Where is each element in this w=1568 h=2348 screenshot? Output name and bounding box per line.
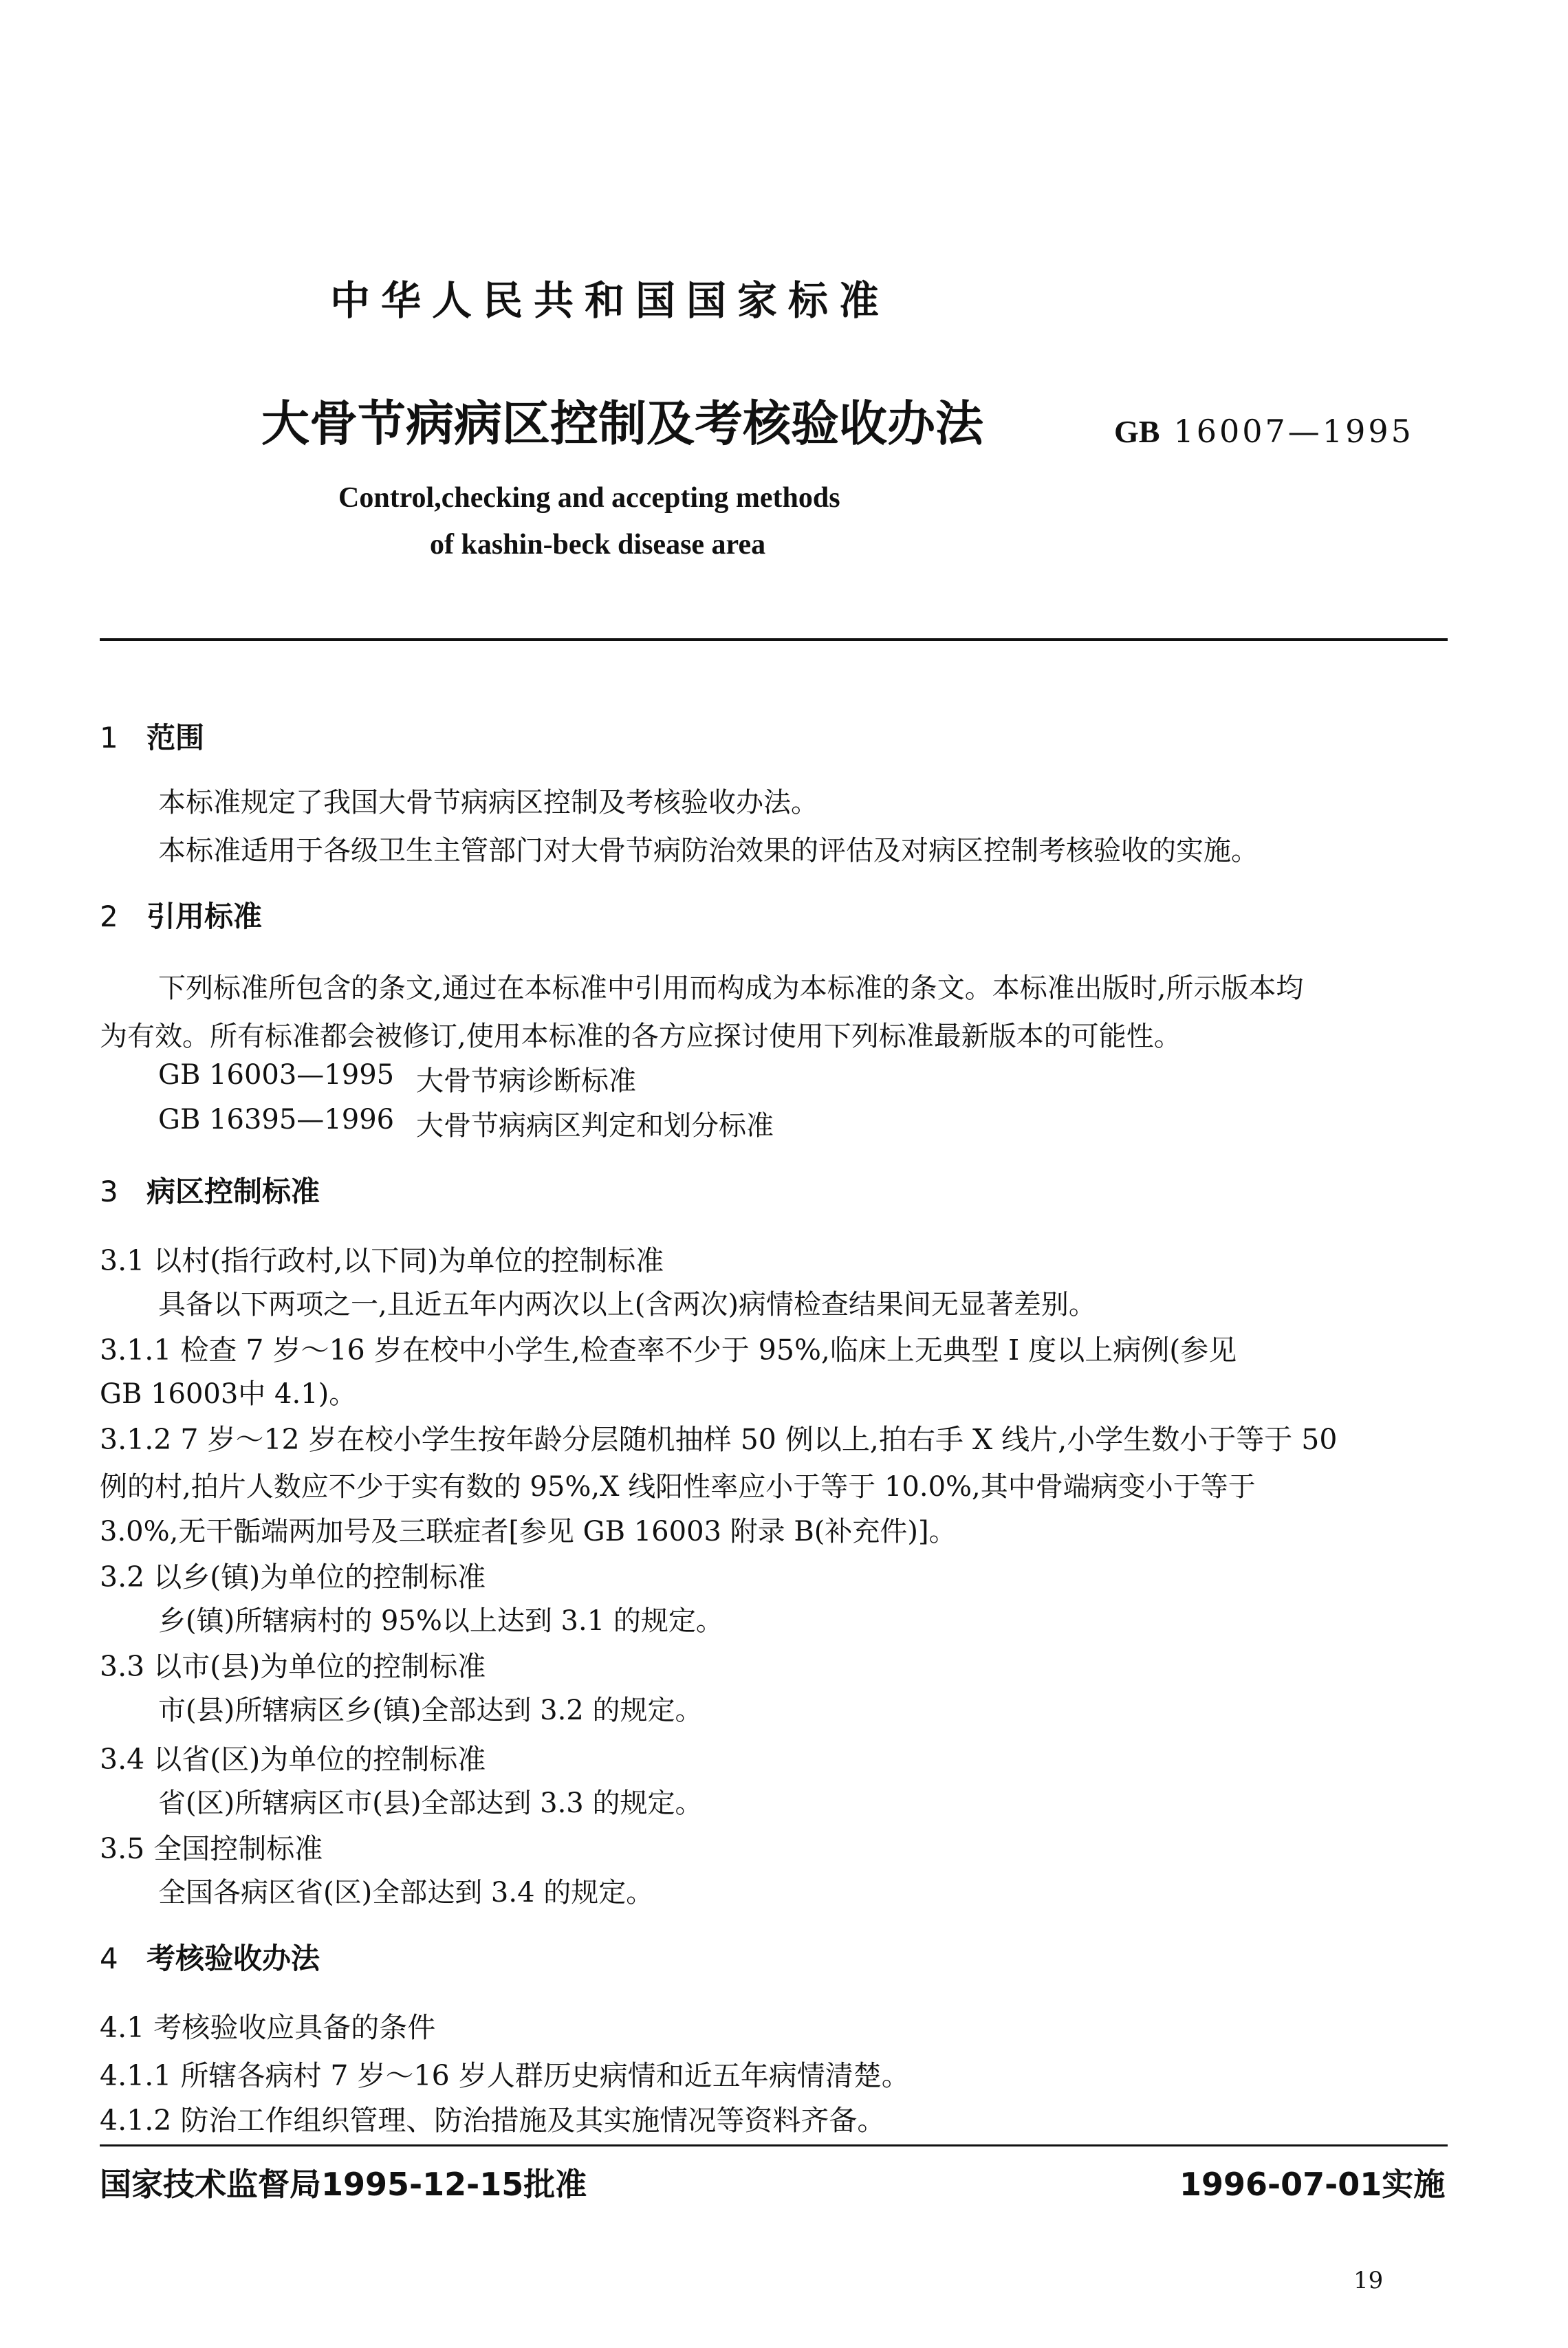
reference-1-name: 大骨节病诊断标准 xyxy=(416,1065,636,1097)
section-4-number: 4 xyxy=(100,1942,118,1975)
footer-divider xyxy=(100,2144,1448,2146)
clause-3-5-body: 全国各病区省(区)全部达到 3.4 的规定。 xyxy=(158,1877,654,1909)
page-number: 19 xyxy=(1353,2267,1384,2294)
section-4-heading xyxy=(100,1936,320,1977)
header-divider xyxy=(100,638,1448,641)
standard-code: 16007—1995 xyxy=(1173,413,1414,450)
section-2-title: 引用标准 xyxy=(146,900,263,933)
effective-date: 1996-07-01实施 xyxy=(1179,2166,1446,2203)
approval-date: 国家技术监督局1995-12-15批准 xyxy=(100,2166,587,2203)
section-2-number: 2 xyxy=(100,900,118,933)
clause-3-5: 3.5 全国控制标准 xyxy=(100,1832,323,1865)
standard-prefix: GB xyxy=(1114,414,1160,449)
clause-3-2: 3.2 以乡(镇)为单位的控制标准 xyxy=(100,1561,486,1594)
section-1-heading xyxy=(100,715,204,757)
clause-4-1-1: 4.1.1 所辖各病村 7 岁～16 岁人群历史病情和近五年病情清楚。 xyxy=(100,2059,910,2092)
section-1-paragraph-1: 本标准规定了我国大骨节病病区控制及考核验收办法。 xyxy=(158,787,818,818)
clause-3-3: 3.3 以市(县)为单位的控制标准 xyxy=(100,1650,486,1683)
section-1-title: 范围 xyxy=(146,721,205,754)
clause-3-1-2-line-1: 3.1.2 7 岁～12 岁在校小学生按年龄分层随机抽样 50 例以上,拍右手 X 线片,小学生数小于等于 50 xyxy=(100,1423,1338,1456)
english-title-line-1: Control,checking and accepting methods xyxy=(338,482,840,514)
section-2-heading xyxy=(100,894,262,935)
section-4-title: 考核验收办法 xyxy=(146,1942,320,1975)
clause-4-1-2: 4.1.2 防治工作组织管理、防治措施及其实施情况等资料齐备。 xyxy=(100,2104,886,2137)
clause-3-1: 3.1 以村(指行政村,以下同)为单位的控制标准 xyxy=(100,1244,664,1277)
section-3-number: 3 xyxy=(100,1175,118,1208)
reference-2-name: 大骨节病病区判定和划分标准 xyxy=(416,1110,774,1142)
clause-3-3-body: 市(县)所辖病区乡(镇)全部达到 3.2 的规定。 xyxy=(158,1695,703,1726)
section-3-heading xyxy=(100,1169,320,1210)
clause-3-1-2-line-2: 例的村,拍片人数应不少于实有数的 95%,X 线阳性率应小于等于 10.0%,其中骨端病变小于等于 xyxy=(100,1471,1256,1503)
english-title-line-2: of kashin-beck disease area xyxy=(430,529,766,561)
document-title: 大骨节病病区控制及考核验收办法 xyxy=(261,395,983,452)
section-2-paragraph-line-2: 为有效。所有标准都会被修订,使用本标准的各方应探讨使用下列标准最新版本的可能性。 xyxy=(100,1021,1182,1052)
clause-3-2-body: 乡(镇)所辖病村的 95%以上达到 3.1 的规定。 xyxy=(158,1605,723,1637)
clause-3-4: 3.4 以省(区)为单位的控制标准 xyxy=(100,1743,486,1776)
standard-number xyxy=(1114,413,1414,450)
national-standard-label: 中华人民共和国国家标准 xyxy=(330,277,891,324)
clause-3-1-body: 具备以下两项之一,且近五年内两次以上(含两次)病情检查结果间无显著差别。 xyxy=(158,1289,1096,1320)
clause-3-4-body: 省(区)所辖病区市(县)全部达到 3.3 的规定。 xyxy=(158,1787,703,1819)
clause-3-1-2-line-3: 3.0%,无干骺端两加号及三联症者[参见 GB 16003 附录 B(补充件)]。 xyxy=(100,1516,957,1547)
clause-3-1-1-line-2: GB 16003中 4.1)。 xyxy=(100,1378,357,1410)
clause-4-1: 4.1 考核验收应具备的条件 xyxy=(100,2011,436,2044)
reference-1-code: GB 16003—1995 xyxy=(158,1059,395,1091)
clause-3-1-1-line-1: 3.1.1 检查 7 岁～16 岁在校中小学生,检查率不少于 95%,临床上无典型 I 度以上病例(参见 xyxy=(100,1334,1237,1367)
section-1-number: 1 xyxy=(100,721,118,754)
section-1-paragraph-2: 本标准适用于各级卫生主管部门对大骨节病防治效果的评估及对病区控制考核验收的实施。 xyxy=(158,835,1259,867)
reference-2-code: GB 16395—1996 xyxy=(158,1104,395,1135)
section-3-title: 病区控制标准 xyxy=(146,1175,320,1208)
section-2-paragraph-line-1: 下列标准所包含的条文,通过在本标准中引用而构成为本标准的条文。本标准出版时,所示版本均 xyxy=(158,972,1304,1004)
